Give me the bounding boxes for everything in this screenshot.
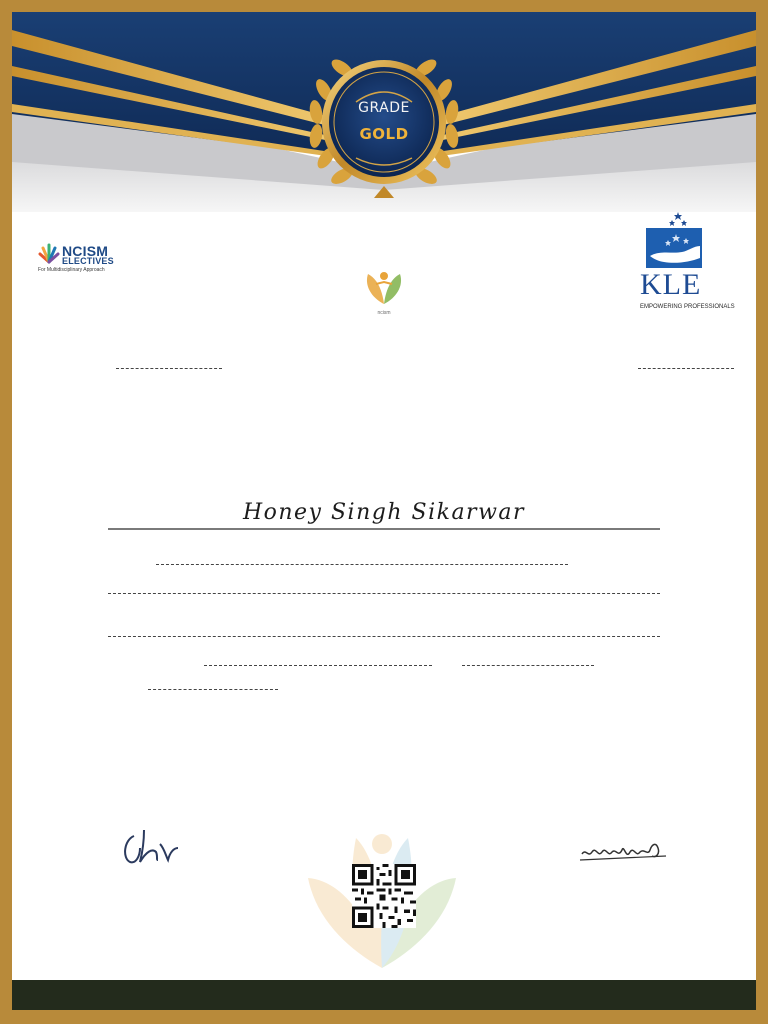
blank-field-line-2 — [108, 593, 660, 594]
kle-wordmark: KLE — [640, 268, 702, 301]
ncism-emblem-logo — [354, 264, 414, 326]
qr-code-icon[interactable] — [352, 864, 416, 928]
ncism-electives-logo — [38, 240, 128, 274]
blank-field-line-1 — [156, 564, 568, 565]
kle-tagline: EMPOWERING PROFESSIONALS — [640, 304, 735, 310]
blank-field-line-3 — [108, 636, 660, 637]
hand-stars-icon — [636, 212, 716, 268]
name-underline — [108, 528, 660, 530]
ncism-subtitle: ELECTIVES — [62, 256, 114, 266]
leaf-figure-icon — [354, 264, 414, 310]
emblem-caption: ncism — [377, 310, 391, 316]
laurel-wreath-icon — [294, 30, 474, 210]
sun-logo-icon — [38, 242, 60, 264]
blank-field-line-5 — [148, 689, 278, 690]
signature-left-icon — [116, 818, 186, 874]
grade-value: GOLD — [359, 125, 409, 143]
blank-field-line-4a — [204, 665, 432, 666]
signature-right-icon — [578, 830, 670, 870]
blank-field-top-left — [116, 368, 222, 369]
ncism-caption: For Multidisciplinary Approach — [38, 267, 105, 273]
grade-label: GRADE — [358, 100, 410, 116]
footer-band — [12, 980, 756, 1010]
blank-field-top-right — [638, 368, 734, 369]
certificate-inner — [12, 12, 756, 1010]
ncism-title: NCISM — [62, 243, 109, 259]
kle-logo — [636, 212, 735, 316]
recipient-name: Honey Singh Sikarwar — [242, 500, 526, 525]
blank-field-line-4b — [462, 665, 594, 666]
grade-medal — [294, 30, 474, 210]
